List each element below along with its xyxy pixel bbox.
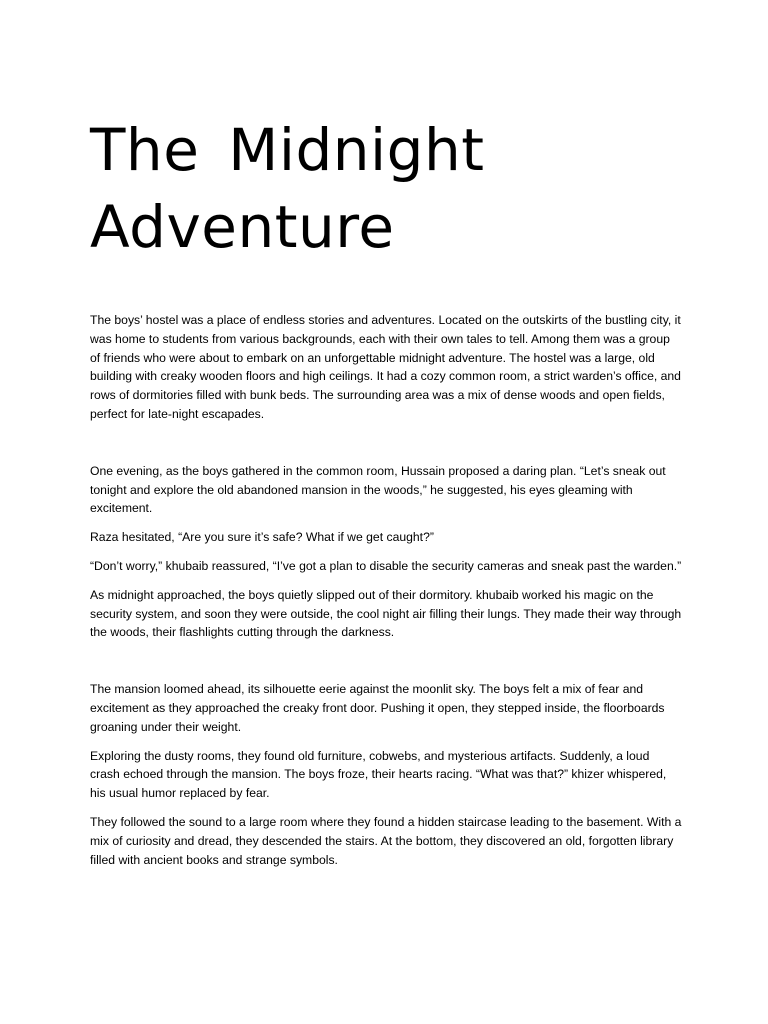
paragraph-8: They followed the sound to a large room where they found a hidden staircase leading to the basement. With a mix of curiosity and dread, they descended the stairs. At the bottom, they discovered an old, forgotten library filled with ancient books and strange symbols. — [90, 814, 682, 867]
paragraph-2: One evening, as the boys gathered in the common room, Hussain proposed a daring plan. “Let’s sneak out tonight and explore the old abandoned mansion in the woods,” he suggested, his eyes gleaming with excitement. — [90, 463, 666, 516]
document-body — [90, 311, 682, 879]
paragraph-3: Raza hesitated, “Are you sure it’s safe? What if we get caught?” — [90, 530, 434, 545]
paragraph-1: The boys’ hostel was a place of endless stories and adventures. Located on the outskirts of the bustling city, it was home to students from various backgrounds, each with their own tales to tell. Among them was a group of friends who were about to embark on an unforgettable midnight adventure. The hostel was a large, old building with creaky wooden floors and high ceilings. It had a cozy common room, a strict warden’s office, and rows of dormitories filled with bunk beds. The surrounding area was a mix of dense woods and open fields, perfect for late-night escapades. — [90, 313, 681, 421]
paragraph-5: As midnight approached, the boys quietly slipped out of their dormitory. khubaib worked his magic on the security system, and soon they were outside, the cool night air filling their lungs. They made their way through the woods, their flashlights cutting through the darkness. — [90, 587, 682, 640]
paragraph-7: Exploring the dusty rooms, they found old furniture, cobwebs, and mysterious artifacts. Suddenly, a loud crash echoed through the mansion. The boys froze, their hearts racing. “What was that?” khizer whispered, his usual humor replaced by fear. — [90, 748, 667, 801]
document-title: The Midnight Adventure — [90, 116, 485, 261]
paragraph-4: “Don’t worry,” khubaib reassured, “I’ve got a plan to disable the security cameras and sneak past the warden.” — [90, 558, 682, 573]
paragraph-6: The mansion loomed ahead, its silhouette eerie against the moonlit sky. The boys felt a mix of fear and excitement as they approached the creaky front door. Pushing it open, they stepped inside, the floorboards groaning under their weight. — [90, 682, 665, 734]
